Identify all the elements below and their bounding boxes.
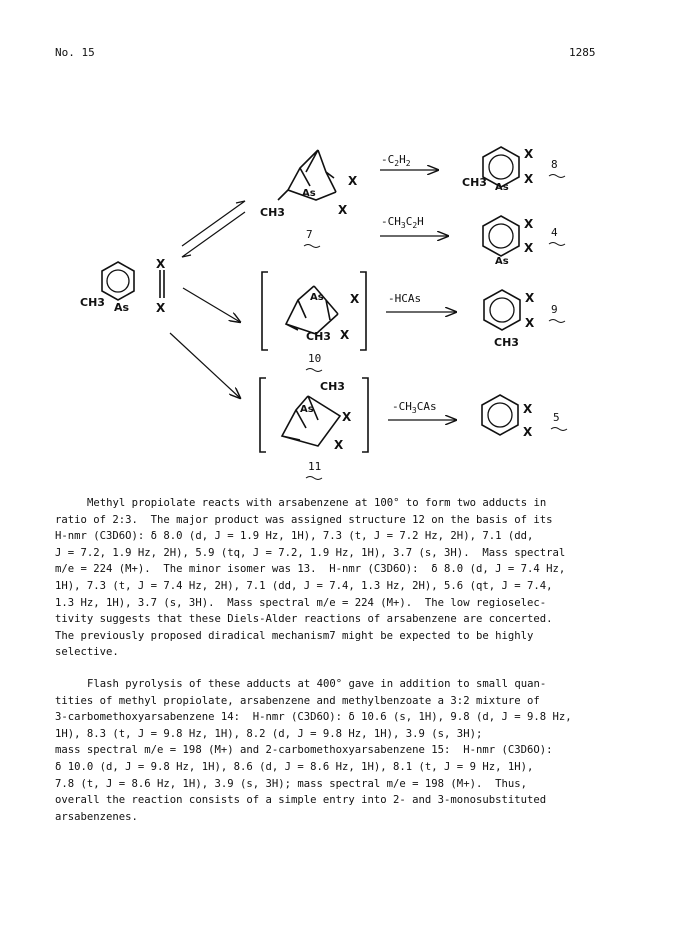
x-label: X (340, 328, 350, 342)
x-label: X (524, 241, 534, 255)
x-label: X (350, 292, 360, 306)
as-label: As (495, 182, 509, 193)
ch3-label: CH3 (260, 206, 285, 219)
paragraph-propiolate-adducts (55, 495, 635, 661)
x-label: X (524, 147, 534, 161)
text-line: arsabenzenes. (55, 810, 138, 823)
x-label: X (523, 402, 533, 416)
as-label: As (495, 256, 509, 267)
text-line: 1H), 8.3 (t, J = 9.8 Hz, 1H), 8.2 (d, J = 9.8 Hz, 1H), 3.9 (s, 3H); (55, 727, 483, 740)
text-line: The previously proposed diradical mechanism7 might be expected to be highly (55, 629, 534, 642)
compound-8-number: 8 (551, 158, 558, 171)
reagent-ch3cas-label: $-CH_3CAs$ (392, 400, 437, 415)
ch3-label: CH3 (80, 296, 105, 309)
arrow-to-11 (170, 333, 240, 398)
text-line: ratio of 2:3. The major product was assigned structure 12 on the basis of its (55, 513, 553, 526)
x-label: X (524, 217, 534, 231)
text-line: 1H), 7.3 (t, J = 7.4 Hz, 2H), 7.1 (dd, J = 7.4, 1.3 Hz, 2H), 5.6 (qt, J = 7.4, (55, 579, 553, 592)
product-9-structure (484, 290, 520, 330)
ch3-label: CH3 (320, 380, 345, 393)
methylarsabenzene-structure (102, 262, 134, 300)
text-line: 3-carbomethoxyarsabenzene 14: H-nmr (C3D6O): δ 10.6 (s, 1H), 9.8 (d, J = 9.8 Hz, (55, 711, 572, 724)
text-line: 7.8 (t, J = 8.6 Hz, 1H), 3.9 (s, 3H); mass spectral m/e = 198 (M+). Thus, (55, 777, 527, 790)
compound-9-number: 9 (551, 303, 558, 316)
arrow-to-10 (183, 288, 240, 322)
text-line: 1.3 Hz, 1H), 3.7 (s, 3H). Mass spectral m/e = 224 (M+). The low regioselec- (55, 596, 547, 609)
x-label: X (525, 316, 535, 330)
text-line: selective. (55, 646, 119, 659)
compound-5-number: 5 (553, 411, 560, 424)
compound-11-number: 11 (308, 460, 322, 473)
x-label: X (334, 438, 344, 452)
x-label: X (156, 301, 166, 315)
as-label: As (114, 301, 130, 314)
text-line: J = 7.2, 1.9 Hz, 2H), 5.9 (tq, J = 7.2, 1.9 Hz, 1H), 3.7 (s, 3H). Mass spectral (55, 546, 566, 559)
text-line: δ 10.0 (d, J = 9.8 Hz, 1H), 8.6 (d, J = 8.6 Hz, 1H), 8.1 (t, J = 9 Hz, 1H), (55, 760, 534, 773)
alkyne-structure (160, 270, 164, 298)
as-label: As (300, 404, 314, 415)
ch3-label: CH3 (462, 176, 487, 189)
x-label: X (524, 172, 534, 186)
product-8-structure (483, 147, 519, 187)
x-label: X (338, 203, 348, 217)
x-label: X (523, 425, 533, 439)
text-line: Flash pyrolysis of these adducts at 400° gave in addition to small quan- (87, 678, 547, 690)
text-line: Methyl propiolate reacts with arsabenzene at 100° to form two adducts in (87, 497, 547, 509)
x-label: X (525, 291, 535, 305)
text-line: mass spectral m/e = 198 (M+) and 2-carbomethoxyarsabenzene 15: H-nmr (C3D6O): (55, 744, 553, 757)
compound-10-number: 10 (308, 352, 322, 365)
x-label: X (342, 410, 352, 424)
product-4-structure (483, 216, 519, 256)
text-line: H-nmr (C3D6O): δ 8.0 (d, J = 1.9 Hz, 1H), 7.3 (t, J = 7.2 Hz, 2H), 7.1 (dd, (55, 530, 534, 543)
x-label: X (348, 174, 358, 188)
reagent-propyne-label: $-CH_3C_2H$ (381, 215, 424, 230)
x-label: X (156, 257, 166, 271)
as-label: As (302, 188, 316, 199)
reagent-ethyne-label: $-C_2H_2$ (381, 153, 411, 168)
page-number: 1285 (569, 46, 596, 59)
text-line: m/e = 224 (M+). The minor isomer was 13. H-nmr (C3D6O): δ 8.0 (d, J = 7.4 Hz, (55, 563, 566, 576)
journal-issue-number: No. 15 (55, 46, 95, 59)
paragraph-flash-pyrolysis (55, 676, 635, 825)
compound-4-number: 4 (551, 226, 558, 239)
adduct-11-structure (260, 378, 368, 452)
text-line: tities of methyl propiolate, arsabenzene and methylbenzoate a 3:2 mixture of (55, 694, 540, 707)
text-line: overall the reaction consists of a simple entry into 2- and 3-monosubstituted (55, 794, 547, 807)
equilibrium-arrows (182, 201, 245, 257)
reagent-hcas-label: -HCAs (388, 292, 422, 305)
ch3-label: CH3 (306, 330, 331, 343)
compound-7-number: 7 (306, 228, 313, 241)
ch3-label: CH3 (494, 336, 519, 349)
as-label: As (310, 292, 324, 303)
product-5-structure (482, 395, 518, 435)
text-line: tivity suggests that these Diels-Alder reactions of arsabenzene are concerted. (55, 613, 553, 626)
